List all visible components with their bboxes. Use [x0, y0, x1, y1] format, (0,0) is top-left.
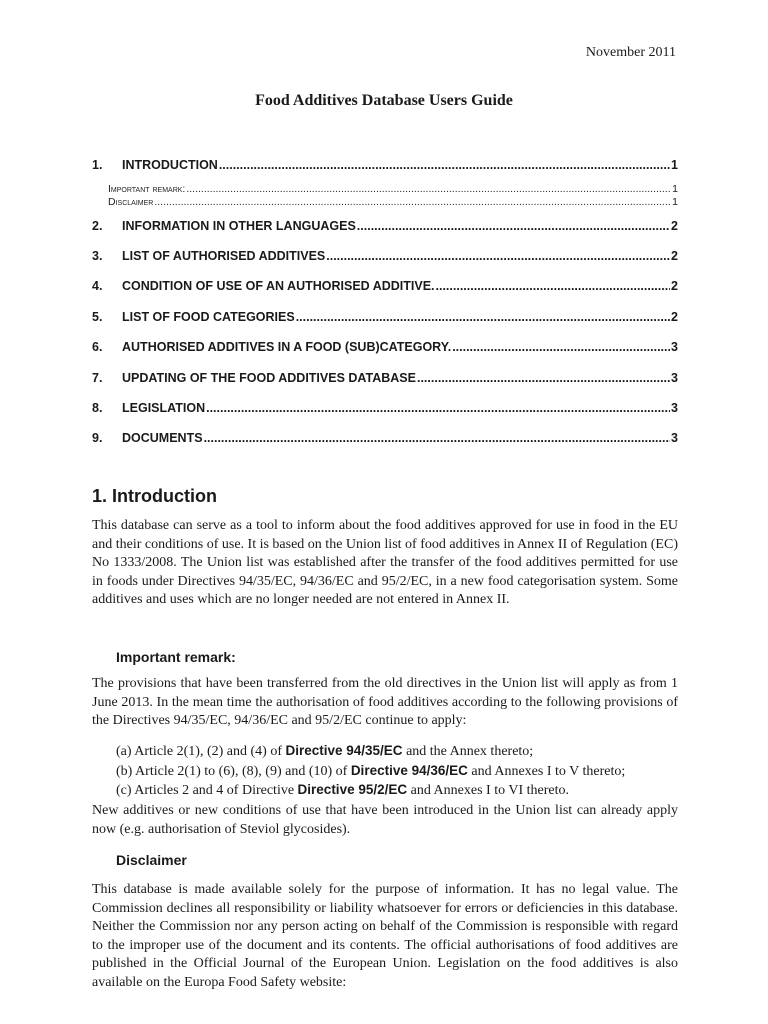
intro-paragraph: This database can serve as a tool to inform about the food additives approved for use in food in the EU and their conditions of use. It is based on the Union list of food additives in Annex II of Regulation (EC) No 1333/2008. The Union list was established after the transfer of the food additives permitted for use in foods under Directives 94/35/EC, 94/36/EC and 95/2/EC, in a new food categorisation system. Some additives and uses which are no longer needed are not entered in Annex II.: [92, 518, 678, 607]
toc-subitem-title: Important remark:: [108, 183, 186, 195]
toc-item-title: AUTHORISED ADDITIVES IN A FOOD (SUB)CATEGORY.: [122, 340, 452, 354]
list-item-text: and Annexes I to V thereto;: [467, 763, 626, 779]
section-heading-introduction: 1. Introduction: [92, 486, 217, 506]
toc-item-introduction[interactable]: [92, 158, 678, 172]
toc-item-page: 3: [671, 371, 678, 385]
toc-item-page: 3: [671, 340, 678, 354]
subheading-disclaimer: Disclaimer: [116, 852, 187, 868]
list-item-text: and the Annex thereto;: [402, 744, 534, 759]
toc-item-documents[interactable]: [92, 431, 678, 445]
directive-list: [116, 742, 686, 801]
list-item-text: (a) Article 2(1), (2) and (4) of: [116, 744, 286, 759]
toc-subitem-page: 1: [672, 196, 678, 208]
toc-item-number: 4.: [92, 279, 103, 293]
toc-dot-leader: [436, 279, 671, 293]
toc-subitem-title: Disclaimer: [108, 196, 154, 208]
toc-item-title: LIST OF FOOD CATEGORIES: [122, 310, 295, 324]
toc-dot-leader: [357, 219, 670, 233]
toc-item-additives-in-category[interactable]: [92, 340, 678, 354]
toc-subitem-page: 1: [672, 183, 678, 195]
list-item: [116, 781, 686, 801]
toc-item-page: 3: [671, 401, 678, 415]
toc-item-updating-database[interactable]: [92, 371, 678, 385]
toc-item-food-categories[interactable]: [92, 310, 678, 324]
document-title: Food Additives Database Users Guide: [255, 92, 513, 109]
toc-item-number: 9.: [92, 431, 103, 445]
toc-item-title: CONDITION OF USE OF AN AUTHORISED ADDITIVE.: [122, 279, 435, 293]
toc-item-page: 3: [671, 431, 678, 445]
toc-dot-leader: [326, 249, 670, 263]
toc-item-page: 1: [671, 158, 678, 172]
subheading-important-remark: Important remark:: [116, 649, 236, 665]
toc-item-number: 2.: [92, 219, 103, 233]
toc-dot-leader: [186, 183, 671, 195]
list-item-text: and Annexes I to VI thereto.: [407, 783, 569, 798]
toc-subitem-disclaimer[interactable]: [108, 196, 678, 208]
document-date: November 2011: [585, 45, 676, 60]
toc-item-title: INTRODUCTION: [122, 158, 218, 172]
toc-dot-leader: [154, 196, 671, 208]
toc-item-number: 5.: [92, 310, 103, 324]
toc-item-number: 6.: [92, 340, 103, 354]
toc-dot-leader: [219, 158, 670, 172]
toc-item-title: LIST OF AUTHORISED ADDITIVES: [122, 249, 326, 263]
directive-link[interactable]: Directive 94/36/EC: [350, 762, 468, 778]
toc-dot-leader: [204, 431, 670, 445]
directive-link[interactable]: Directive 94/35/EC: [285, 743, 403, 758]
toc-dot-leader: [417, 371, 670, 385]
list-item: [116, 742, 686, 762]
directive-link[interactable]: Directive 95/2/EC: [297, 782, 408, 797]
toc-item-title: UPDATING OF THE FOOD ADDITIVES DATABASE: [122, 371, 416, 385]
toc-item-page: 2: [671, 219, 678, 233]
disclaimer-paragraph: This database is made available solely for the purpose of information. It has no legal value. The Commission declines all responsibility or liability whatsoever for errors or deficiencies in this database. Neither the Commission nor any person acting on behalf of the Commission is responsible with regard to the improper use of the document and its contents. The official authorisations of food additives are published in the Official Journal of the European Union. Legislation on the food additives is also available on the Europa Food Safety website:: [92, 882, 678, 990]
toc-dot-leader: [206, 401, 670, 415]
toc-item-languages[interactable]: [92, 219, 678, 233]
toc-item-title: DOCUMENTS: [122, 431, 203, 445]
toc-item-number: 3.: [92, 249, 103, 263]
toc-item-page: 2: [671, 279, 678, 293]
new-additives-paragraph: New additives or new conditions of use that have been introduced in the Union list can already apply now (e.g. authorisation of Steviol glycosides).: [92, 803, 678, 837]
toc-item-title: INFORMATION IN OTHER LANGUAGES: [122, 219, 356, 233]
toc-dot-leader: [452, 340, 670, 354]
list-item-text: (c) Articles 2 and 4 of Directive: [116, 783, 298, 798]
toc-item-page: 2: [671, 249, 678, 263]
toc-item-page: 2: [671, 310, 678, 324]
list-item: [116, 762, 686, 782]
toc-item-number: 8.: [92, 401, 103, 415]
toc-dot-leader: [296, 310, 670, 324]
remark-paragraph: The provisions that have been transferred from the old directives in the Union list will apply as from 1 June 2013. In the mean time the authorisation of food additives according to the following provisions of the Directives 94/35/EC, 94/36/EC and 95/2/EC continue to apply:: [92, 676, 678, 728]
list-item-text: (b) Article 2(1) to (6), (8), (9) and (10) of: [116, 763, 351, 779]
toc-item-condition-of-use[interactable]: [92, 279, 678, 293]
toc-item-title: LEGISLATION: [122, 401, 206, 415]
toc-subitem-important-remark[interactable]: [108, 183, 678, 195]
toc-item-authorised-additives[interactable]: [92, 249, 678, 263]
toc-item-number: 7.: [92, 371, 103, 385]
toc-item-legislation[interactable]: [92, 401, 678, 415]
toc-item-number: 1.: [92, 158, 103, 172]
